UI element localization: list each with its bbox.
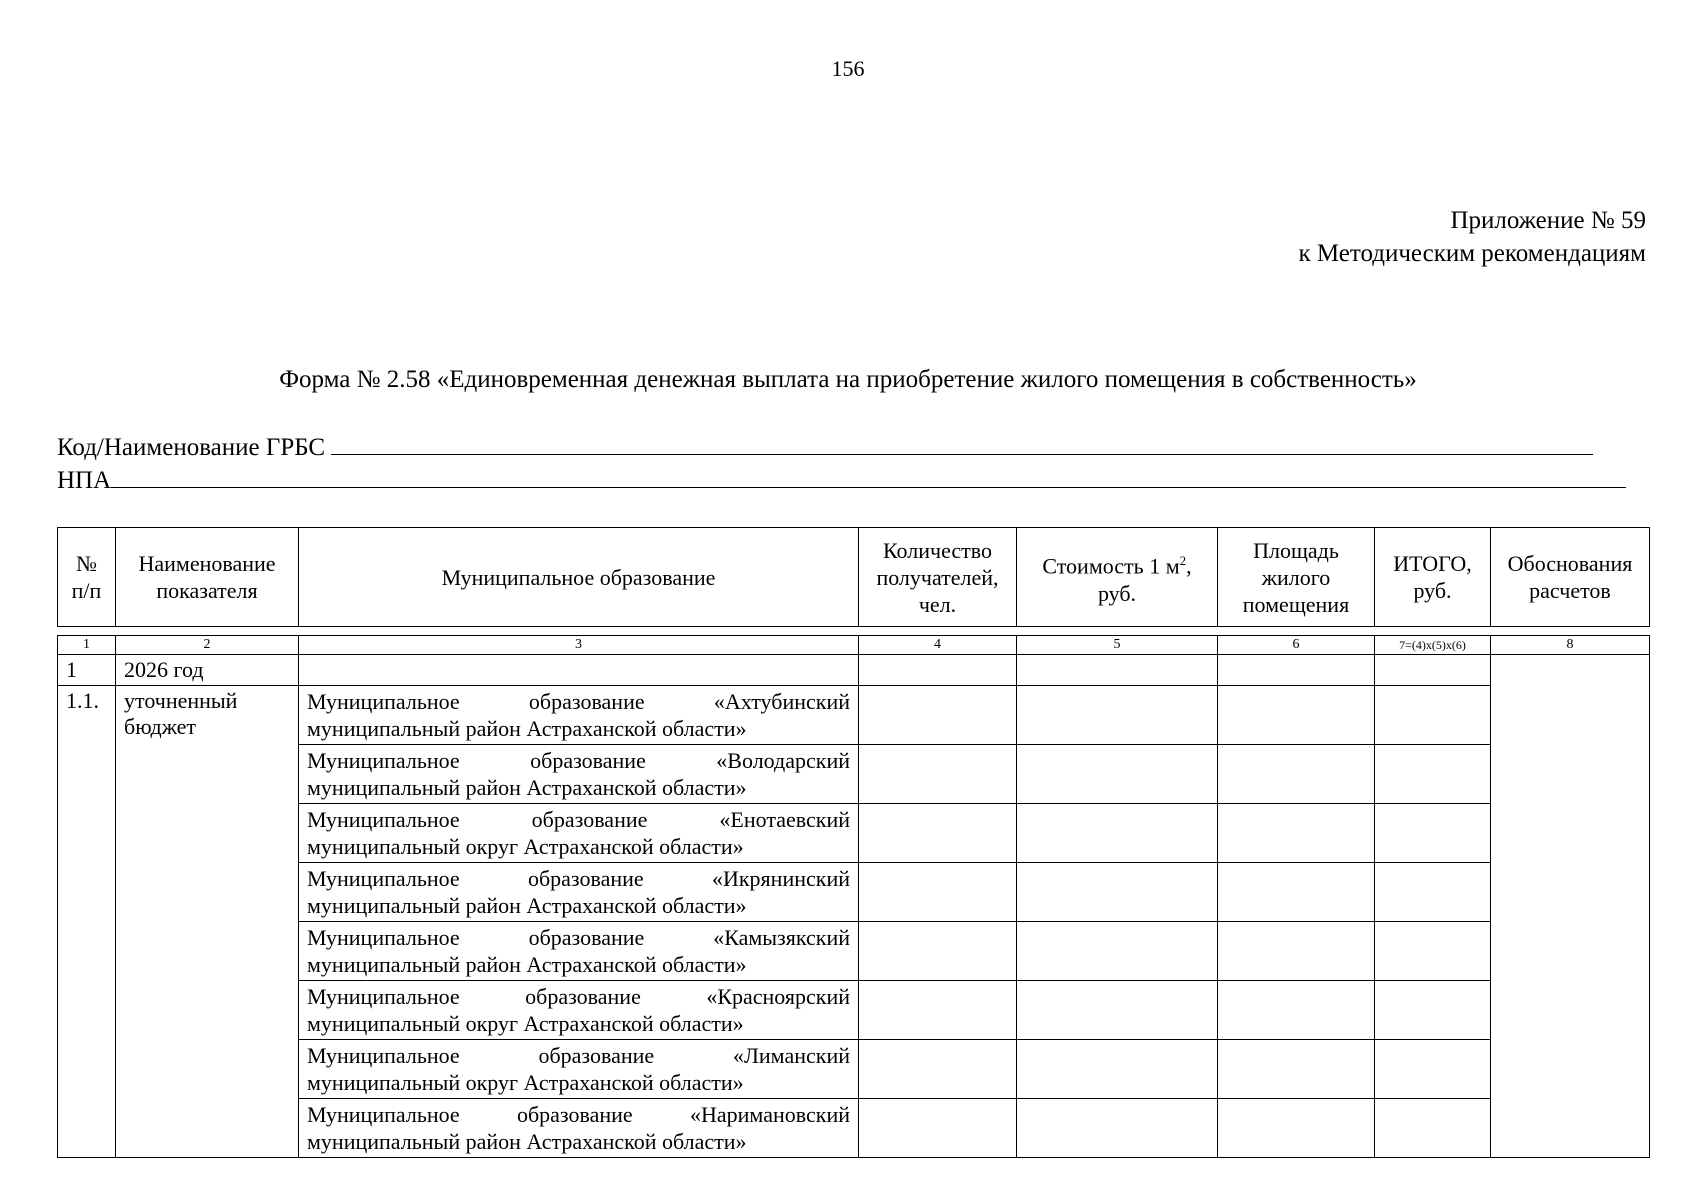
column-number: 3 — [299, 636, 859, 655]
header-municipality: Муниципальное образование — [299, 528, 859, 627]
municipality-cell: Муниципальное образование «Камызякский муниципальный район Астраханской области» — [299, 922, 859, 981]
npa-underline — [111, 465, 1626, 488]
column-number: 6 — [1218, 636, 1375, 655]
municipality-cell: Муниципальное образование «Енотаевский муниципальный округ Астраханской области» — [299, 804, 859, 863]
column-number: 8 — [1491, 636, 1650, 655]
header-recipients: Количество получателей, чел. — [859, 528, 1017, 627]
appendix-line-2: к Методическим рекомендациям — [1298, 240, 1646, 267]
empty-cell — [859, 655, 1017, 686]
grbs-underline — [331, 432, 1593, 455]
npa-label: НПА — [57, 467, 112, 494]
column-number: 2 — [116, 636, 299, 655]
header-total: ИТОГО, руб. — [1375, 528, 1491, 627]
form-table — [57, 527, 1650, 1158]
municipality-cell: Муниципальное образование «Володарский муниципальный район Астраханской области» — [299, 745, 859, 804]
header-indicator: Наименование показателя — [116, 528, 299, 627]
municipality-cell: Муниципальное образование «Икрянинский муниципальный район Астраханской области» — [299, 863, 859, 922]
sub-row-num: 1.1. — [58, 686, 116, 1158]
header-row — [58, 528, 1650, 627]
year-row-label: 2026 год — [116, 655, 299, 686]
form-title: Форма № 2.58 «Единовременная денежная выплата на приобретение жилого помещения в собственность» — [279, 366, 1417, 393]
header-justification: Обоснования расчетов — [1491, 528, 1650, 627]
municipality-cell: Муниципальное образование «Ахтубинский муниципальный район Астраханской области» — [299, 686, 859, 745]
column-number: 5 — [1017, 636, 1218, 655]
header-cost: Стоимость 1 $м^2$, руб. — [1017, 528, 1218, 627]
header-spacer — [58, 627, 1650, 636]
grbs-label: Код/Наименование ГРБС — [57, 434, 326, 461]
appendix-reference — [1298, 204, 1646, 270]
table-row — [58, 686, 1650, 745]
column-number: 7=(4)х(5)х(6) — [1375, 636, 1491, 655]
grbs-field — [57, 432, 1593, 462]
year-row — [58, 655, 1650, 686]
empty-cell — [1375, 655, 1491, 686]
municipality-cell: Муниципальное образование «Наримановский муниципальный район Астраханской области» — [299, 1099, 859, 1158]
header-area: Площадь жилого помещения — [1218, 528, 1375, 627]
municipality-cell: Муниципальное образование «Красноярский муниципальный округ Астраханской области» — [299, 981, 859, 1040]
justification-cell — [1491, 655, 1650, 1158]
npa-field — [57, 465, 1626, 495]
year-row-num: 1 — [58, 655, 116, 686]
page-number: 156 — [831, 56, 865, 81]
municipality-cell: Муниципальное образование «Лиманский муниципальный округ Астраханской области» — [299, 1040, 859, 1099]
column-number: 4 — [859, 636, 1017, 655]
column-number: 1 — [58, 636, 116, 655]
sub-row-label: уточненный бюджет — [116, 686, 299, 1158]
empty-cell — [299, 655, 859, 686]
appendix-line-1: Приложение № 59 — [1450, 207, 1646, 234]
header-num: № п/п — [58, 528, 116, 627]
empty-cell — [1218, 655, 1375, 686]
empty-cell — [1017, 655, 1218, 686]
column-numbers-row — [58, 636, 1650, 655]
